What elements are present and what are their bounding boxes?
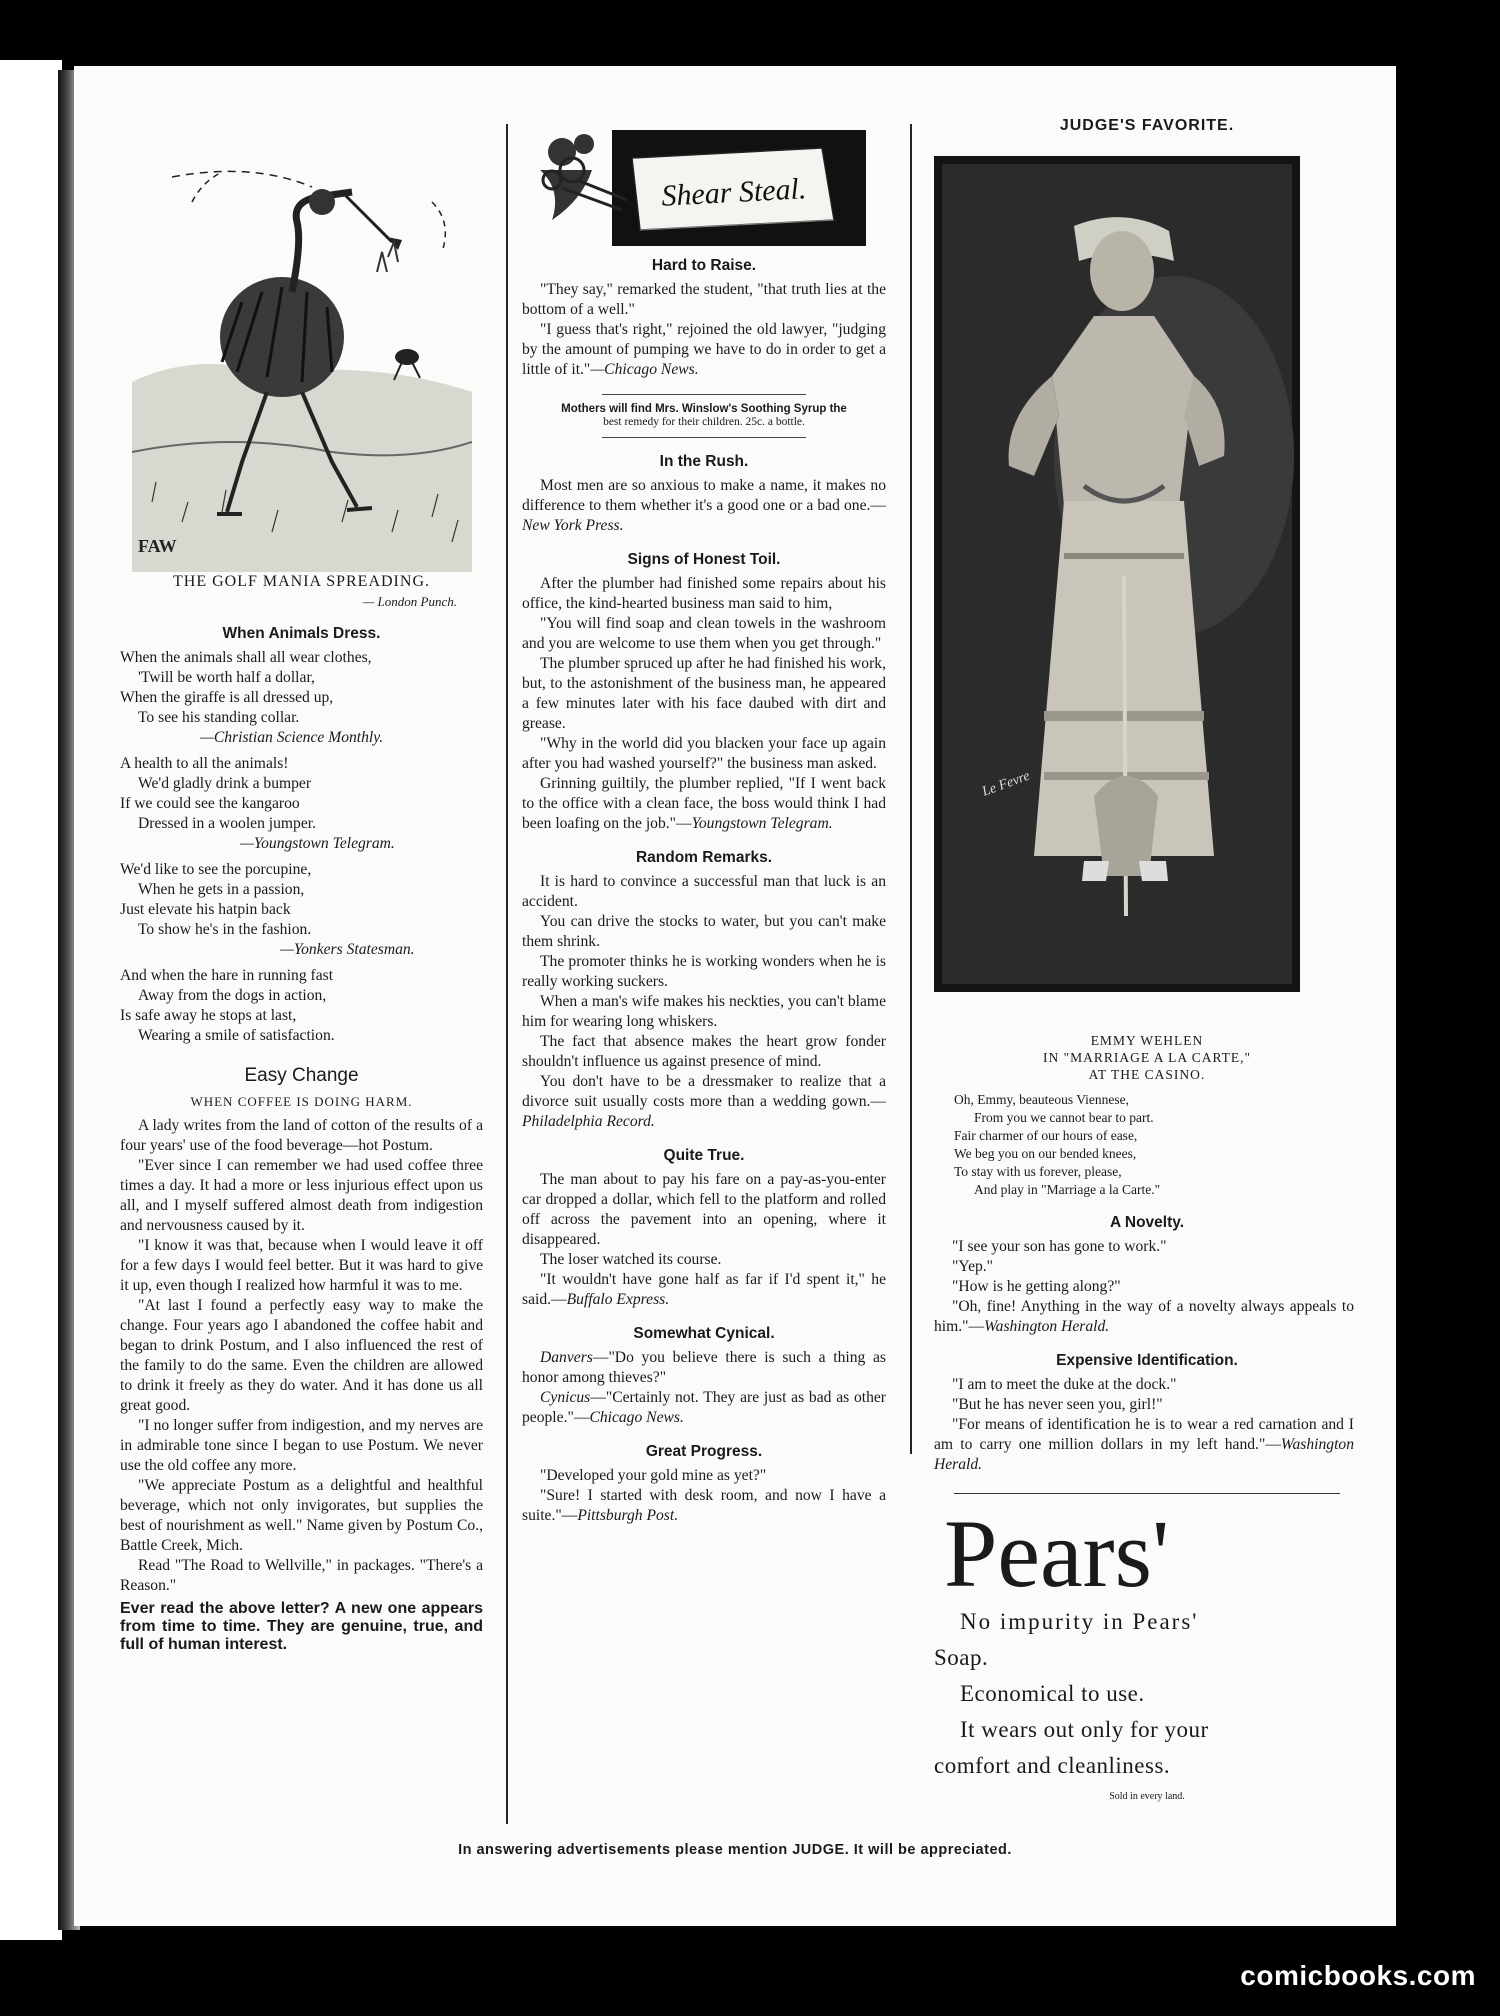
verse-line: When the animals shall all wear clothes, — [120, 649, 372, 666]
paragraph: "Yep." — [952, 1258, 994, 1275]
heading-somewhat-cynical: Somewhat Cynical. — [633, 1325, 775, 1342]
postum-letter — [120, 1116, 483, 1596]
paragraph: "I no longer suffer from indigestion, and my nerves are in admirable tone since I began to use Postum. We never use the old coffee any more. — [120, 1417, 483, 1474]
paragraph: "Developed your gold mine as yet?" — [540, 1467, 767, 1484]
paragraph: "At last I found a perfectly easy way to make the change. Four years ago I abandoned the coffee habit and began to drink Postum, and I also influenced the rest of the family to do the same. Even the children are allowed to drink it freely as they do water. And it has done us all great good. — [120, 1297, 483, 1414]
heading-a-novelty: A Novelty. — [1109, 1214, 1185, 1231]
verse-line: And play in "Marriage a la Carte." — [974, 1182, 1161, 1197]
paragraph: —"Certainly not. They are just as bad as other people."— — [522, 1389, 886, 1426]
heading-quite-true: Quite True. — [663, 1147, 745, 1164]
paragraph: The plumber spruced up after he had finished his work, but, to the astonishment of the business man, he appeared a few minutes later with his face daubed with dirt and grease. — [522, 655, 886, 732]
verse-line: Just elevate his hatpin back — [120, 901, 291, 918]
paragraph: After the plumber had finished some repairs about his office, the kind-hearted business man said to him, — [522, 575, 886, 612]
paragraph: "It wouldn't have gone half as far if I'd spent it," he said.— — [522, 1271, 886, 1308]
caption-line: AT THE CASINO. — [1088, 1067, 1206, 1082]
pears-logo: Pears' — [944, 1500, 1170, 1607]
poem-when-animals-dress — [120, 648, 483, 1046]
paragraph: "Oh, fine! Anything in the way of a novelty always appeals to him."— — [934, 1298, 1354, 1335]
winslow-ad-line2: best remedy for their children. 25c. a bottle. — [603, 416, 805, 428]
paragraph: Grinning guiltily, the plumber replied, "If I went back to the office with a clean face, the boss would think I had been loafing on the job."— — [522, 775, 886, 832]
emmy-wehlen-photo — [934, 156, 1300, 992]
paragraph: —"Do you believe there is such a thing as honor among thieves?" — [522, 1349, 886, 1386]
verse-line: Wearing a smile of satisfaction. — [138, 1027, 335, 1044]
paragraph: "I guess that's right," rejoined the old lawyer, "judging by the amount of pumping we have to do in order to get a little of it." — [522, 321, 886, 378]
divider — [602, 437, 806, 438]
shear-steal-title: Shear Steal. — [660, 172, 808, 213]
verse-line: Is safe away he stops at last, — [120, 1007, 297, 1024]
paragraph: "For means of identification he is to wear a red carnation and I am to carry one million dollars in my left hand."— — [934, 1416, 1354, 1453]
credit: Youngstown Telegram. — [691, 815, 833, 832]
paragraph: Read "The Road to Wellville," in packages. "There's a Reason." — [120, 1557, 483, 1594]
paragraph: Most men are so anxious to make a name, it makes no difference to them whether it's a good one or a bad one.— — [522, 477, 886, 514]
credit: New York Press. — [522, 517, 624, 534]
paragraph: A lady writes from the land of cotton of the results of a four years' use of the food beverage—hot Postum. — [120, 1117, 483, 1154]
paragraph: When a man's wife makes his neckties, you can't blame him for wearing long whiskers. — [522, 993, 886, 1030]
verse-line: From you we cannot bear to part. — [974, 1110, 1154, 1125]
expensive-text — [934, 1375, 1354, 1475]
verse-line: Fair charmer of our hours of ease, — [954, 1128, 1138, 1143]
credit: —Youngstown Telegram. — [240, 835, 395, 852]
verse-line: And when the hare in running fast — [120, 967, 334, 984]
verse-line: When he gets in a passion, — [138, 881, 305, 898]
column-right — [934, 118, 1360, 1803]
paragraph: "You will find soap and clean towels in the washroom and you are welcome to use them when you get through." — [522, 615, 886, 652]
heading-great-progress: Great Progress. — [645, 1443, 763, 1460]
verse-line: When the giraffe is all dressed up, — [120, 689, 334, 706]
cartoon-credit: — London Punch. — [362, 594, 457, 609]
column-left — [120, 122, 483, 1654]
pears-small-print: Sold in every land. — [1109, 1791, 1185, 1802]
divider — [602, 394, 806, 395]
heading-when-animals-dress: When Animals Dress. — [222, 625, 381, 642]
speaker: Danvers — [540, 1349, 593, 1366]
paragraph: The man about to pay his fare on a pay-as-you-enter car dropped a dollar, which fell to the platform and rolled off across the pavement into an opening, where it disappeared. — [522, 1171, 886, 1248]
column-divider — [506, 124, 508, 1824]
judges-favorite — [934, 118, 1360, 998]
paragraph: "Why in the world did you blacken your face up again after you had washed yourself?" the business man asked. — [522, 735, 886, 772]
heading-easy-change: Easy Change — [244, 1065, 359, 1086]
paragraph: "Sure! I started with desk room, and now I have a suite."— — [522, 1487, 886, 1524]
novelty-text — [934, 1237, 1354, 1337]
verse-line: If we could see the kangaroo — [120, 795, 300, 812]
pears-line: Economical to use. — [960, 1681, 1145, 1706]
column-middle — [522, 130, 886, 1526]
pears-advertisement — [934, 1500, 1360, 1803]
verse-line: To show he's in the fashion. — [138, 921, 312, 938]
paragraph: "How is he getting along?" — [952, 1278, 1121, 1295]
paragraph: It is hard to convince a successful man that luck is an accident. — [522, 873, 886, 910]
pears-line: Soap. — [934, 1645, 989, 1670]
paragraph: "Ever since I can remember we had used coffee three times a day. It had a more or less injurious effect upon us all, and I myself suffered almost death from indigestion and nervousness caused by it. — [120, 1157, 483, 1234]
heading-in-the-rush: In the Rush. — [659, 453, 749, 470]
heading-hard-to-raise: Hard to Raise. — [651, 257, 757, 274]
shear-steal-header — [522, 130, 866, 246]
paragraph: "They say," remarked the student, "that truth lies at the bottom of a well." — [522, 281, 886, 318]
verse-line: Oh, Emmy, beauteous Viennese, — [954, 1092, 1130, 1107]
verse-line: To stay with us forever, please, — [954, 1164, 1122, 1179]
credit: —Christian Science Monthly. — [200, 729, 384, 746]
verse-line: We'd like to see the porcupine, — [120, 861, 312, 878]
paragraph: The loser watched its course. — [540, 1251, 722, 1268]
cartoon-signature: FAW — [137, 536, 177, 556]
watermark-logo: comicbooks.com — [1240, 1960, 1476, 1991]
photo-caption — [934, 1032, 1360, 1083]
divider — [954, 1493, 1340, 1494]
paragraph: "I see your son has gone to work." — [952, 1238, 1167, 1255]
golf-ostrich-illustration — [132, 122, 472, 572]
caption-line: EMMY WEHLEN — [1090, 1033, 1204, 1048]
paragraph: The fact that absence makes the heart grow fonder shouldn't influence us against presence of mind. — [522, 1033, 886, 1070]
paragraph: "I know it was that, because when I would leave it off for a few days I would feel better. But it was hard to give it up, even though I realized how harmful it was to me. — [120, 1237, 483, 1294]
column-divider — [910, 124, 912, 1454]
paragraph: You can drive the stocks to water, but you can't make them shrink. — [522, 913, 886, 950]
pears-line: comfort and cleanliness. — [934, 1753, 1171, 1778]
shear-steal-banner — [522, 130, 866, 246]
credit: Philadelphia Record. — [522, 1113, 655, 1130]
paragraph: "We appreciate Postum as a delightful and healthful beverage, which not only invigorates, but supplies the best of nourishment as well." Name given by Postum Co., Battle Creek, Mich. — [120, 1477, 483, 1554]
paragraph: The promoter thinks he is working wonders when he is really working suckers. — [522, 953, 886, 990]
credit: —Chicago News. — [590, 361, 699, 378]
verse-line: We beg you on our bended knees, — [954, 1146, 1137, 1161]
paragraph: You don't have to be a dressmaker to realize that a divorce suit usually costs more than a wedding gown.— — [522, 1073, 886, 1110]
paragraph: "But he has never seen you, girl!" — [952, 1396, 1163, 1413]
credit: Chicago News. — [589, 1409, 684, 1426]
credit: Pittsburgh Post. — [577, 1507, 679, 1524]
photo-signature: Le Fevre — [980, 768, 1033, 800]
credit: Buffalo Express. — [566, 1291, 670, 1308]
verse-line: Dressed in a woolen jumper. — [138, 815, 316, 832]
previous-page-edge — [0, 60, 62, 1940]
heading-expensive-identification: Expensive Identification. — [1056, 1352, 1238, 1369]
postum-tagline: Ever read the above letter? A new one appears from time to time. They are genuine, true, and full of human interest. — [120, 1600, 483, 1653]
pears-line: It wears out only for your — [960, 1717, 1209, 1742]
heading-signs-of-honest-toil: Signs of Honest Toil. — [627, 551, 781, 568]
heading-random-remarks: Random Remarks. — [635, 849, 773, 866]
heading-judges-favorite: JUDGE'S FAVORITE. — [1059, 117, 1235, 134]
winslow-ad-line1: Mothers will find Mrs. Winslow's Soothing Syrup the — [561, 403, 847, 415]
pears-copy — [934, 1604, 1360, 1784]
magazine-page — [74, 66, 1396, 1926]
emmy-verse — [954, 1091, 1360, 1199]
caption-line: IN "MARRIAGE A LA CARTE," — [1042, 1050, 1252, 1065]
subheading-easy-change: WHEN COFFEE IS DOING HARM. — [190, 1094, 413, 1109]
credit: Washington Herald. — [934, 1436, 1354, 1473]
golf-cartoon — [132, 122, 472, 572]
verse-line: To see his standing collar. — [138, 709, 300, 726]
pears-line: No impurity in Pears' — [960, 1609, 1199, 1634]
verse-line: 'Twill be worth half a dollar, — [138, 669, 315, 686]
credit: —Yonkers Statesman. — [280, 941, 415, 958]
verse-line: A health to all the animals! — [120, 755, 289, 772]
cartoon-caption: THE GOLF MANIA SPREADING. — [172, 573, 430, 590]
page-footer: In answering advertisements please mention JUDGE. It will be appreciated. — [458, 1842, 1012, 1858]
credit: Washington Herald. — [984, 1318, 1110, 1335]
verse-line: Away from the dogs in action, — [138, 987, 327, 1004]
speaker: Cynicus — [540, 1389, 591, 1406]
paragraph: "I am to meet the duke at the dock." — [952, 1376, 1177, 1393]
verse-line: We'd gladly drink a bumper — [138, 775, 312, 792]
